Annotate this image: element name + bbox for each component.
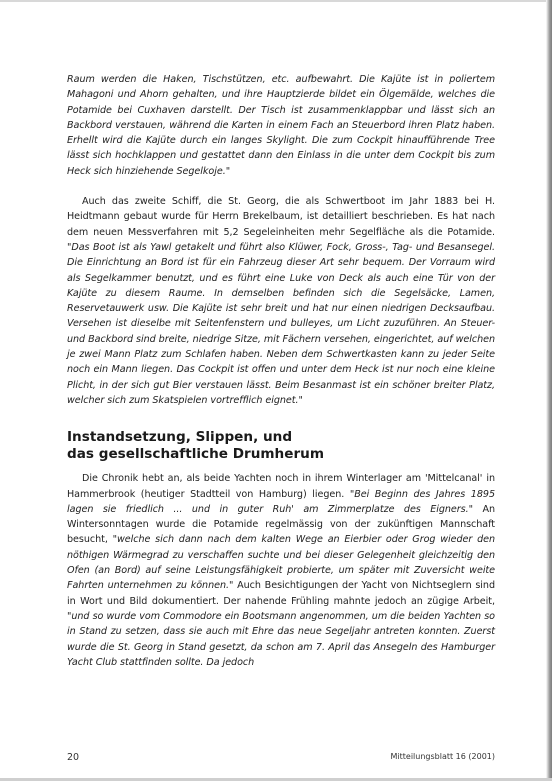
body-text: Auch das zweite Schiff, die St. Georg, die als Schwertboot im Jahr 1883 bei H. Heidtmann gebaut wurde für Herrn Brekelbaum, ist detailliert beschrieben. Es hat nach dem neuen Messverfahren mit 5,2 Segeleinheiten mehr Segelfläche als die Potamide. xyxy=(67,196,495,238)
heading-line-2: das gesellschaftliche Drumherum xyxy=(67,446,325,463)
paragraph-quote-continuation xyxy=(67,72,495,179)
quote-text: "Bei Beginn des Jahres 1895 lagen sie friedlich ... und in guter Ruh' am Zimmerplatze des Eigners." xyxy=(67,488,495,515)
page-number: 20 xyxy=(67,752,80,763)
quote-text: "Das Boot ist als Yawl getakelt und führt also Klüwer, Fock, Gross-, Tag- und Besansegel. Die Einrichtung an Bord ist für ein Fahrzeug dieser Art sehr bequem. Der Vorraum wird als Segelkammer benutzt, und es führt eine Luke von Deck als auch eine Tür von der Kajüte zu diesem Raume. In demselben befinden sich die Segelsäcke, Lamen, Reservetauwerk usw. Die Kajüte ist sehr breit und hat nur einen niedrigen Decksaufbau. Versehen ist dieselbe mit Seitenfenstern und bulleyes, um Licht zuzuführen. An Steuer- und Backbord sind breite, niedrige Sitze, mit Fächern versehen, eingerichtet, auf welchen je zwei Mann Platz zum Schlafen haben. Neben dem Schwertkasten kann zu jeder Seite noch ein Mann liegen. Das Cockpit ist offen und unter dem Heck ist nur noch eine kleine Plicht, in der sich gut Bier verstauen lässt. Beim Besanmast ist ein schöner breiter Platz, welcher sich zum Skatspielen vortrefflich eignet." xyxy=(67,241,495,406)
quote-text: "welche sich dann nach dem kalten Wege an Eierbier oder Grog wieder den nöthigen Wärmegrad zu verschaffen suchte und bei dieser Gelegenheit gleichzeitig den Ofen (an Bord) auf seine Leistungsfähigkeit probierte, um später mit Zuversicht weite Fahrten unternehmen zu können." xyxy=(67,534,496,592)
quote-text: Raum werden die Haken, Tischstützen, etc. aufbewahrt. Die Kajüte ist in poliertem Mahagoni und Ahorn gehalten, und ihre Hauptzierde bildet ein Ölgemälde, welches die Potamide bei Cuxhaven darstellt. Der Tisch ist zusammenklappbar und lässt sich an Backbord verstauen, während die Karten in einem Fach an Steuerbord ihren Platz haben. Erhellt wird die Kajüte durch ein langes Skylight. Die zum Cockpit hinaufführende Tree lässt sich hochklappen und gestattet dann den Einlass in die unter dem Cockpit bis zum Heck sich hinziehende Segelkoje." xyxy=(67,74,495,177)
body-text: Auch Besichtigungen der Yacht von Nichtseglern sind in Wort und Bild dokumentiert. Der nahende Frühling mahnte jedoch an zügige Arbeit, xyxy=(67,580,495,607)
body-text: An Wintersonntagen wurde die Potamide regelmässig von der zukünftigen Mannschaft besucht, xyxy=(67,503,496,546)
paragraph-chronik xyxy=(67,471,495,670)
body-text: Die Chronik hebt an, als beide Yachten noch in ihrem Winterlager am 'Mittelcanal' in Hammerbrook (heutiger Stadtteil von Hamburg) liegen. xyxy=(67,473,495,500)
quote-text: "und so wurde vom Commodore ein Bootsmann angenommen, um die beiden Yachten so in Stand zu setzen, dass sie auch mit Ehre das neue Segeljahr antreten konnten. Zuerst wurde die St. Georg in Stand gesetzt, da schon am 7. April das Ansegeln des Hamburger Yacht Club stattfinden sollte. Da jedoch xyxy=(67,610,495,668)
page-content xyxy=(67,72,495,670)
paragraph-st-georg xyxy=(67,194,495,408)
scan-edge-right xyxy=(546,0,552,781)
scan-edge-top xyxy=(0,0,552,2)
journal-title: Mitteilungsblatt 16 (2001) xyxy=(390,752,495,761)
page-footer xyxy=(67,752,495,764)
heading-line-1: Instandsetzung, Slippen, und xyxy=(67,429,293,446)
section-heading xyxy=(67,429,495,463)
